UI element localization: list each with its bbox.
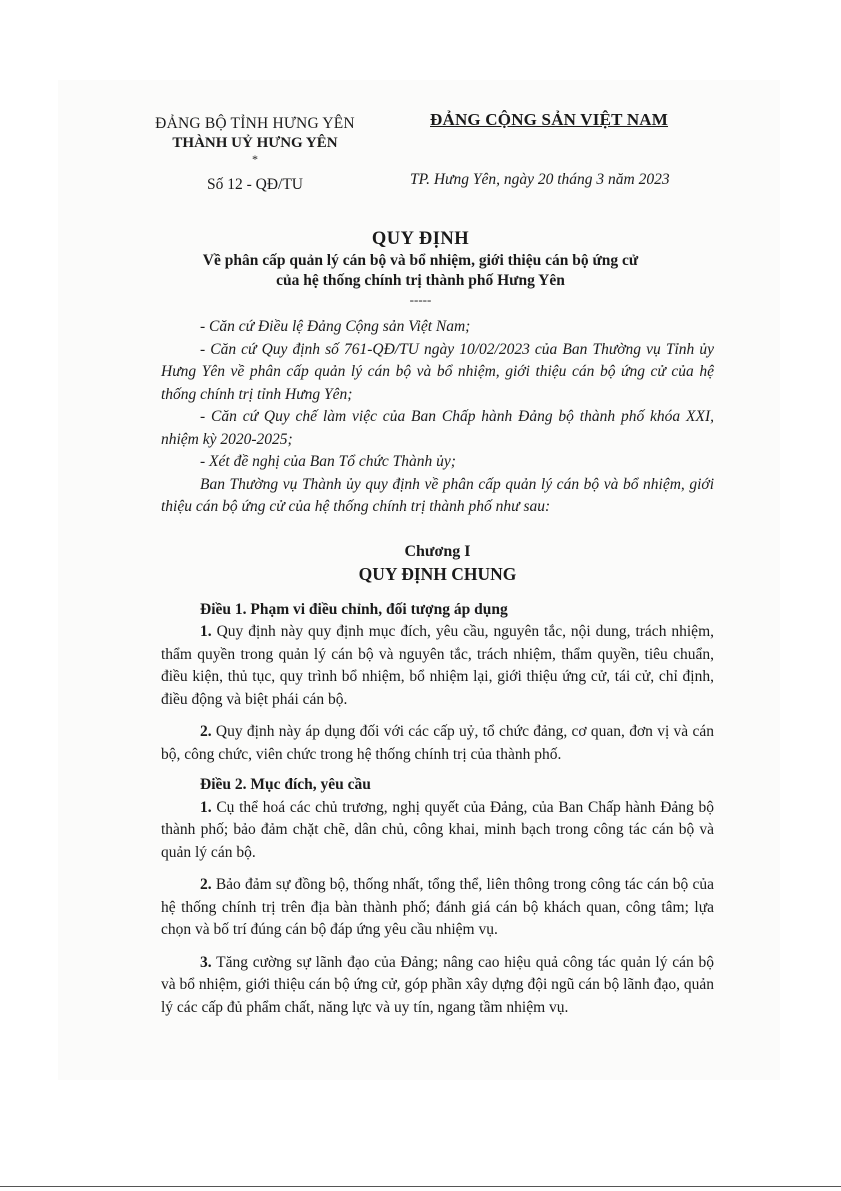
subtitle-line-2: của hệ thống chính trị thành phố Hưng Yên [276, 272, 565, 289]
title-separator: ----- [409, 292, 432, 307]
article-2-heading: Điều 2. Mục đích, yêu cầu [200, 776, 371, 793]
clause-number: 3. [200, 953, 212, 971]
article-1-heading: Điều 1. Phạm vi điều chỉnh, đối tượng áp dụng [200, 600, 508, 618]
document-number: Số 12 - QĐ/TU [206, 176, 303, 193]
document-body [161, 316, 714, 1019]
article-2-clause-3 [161, 952, 714, 1020]
preamble-item: - Căn cứ Quy định số 761-QĐ/TU ngày 10/02/2023 của Ban Thường vụ Tỉnh ủy Hưng Yên về phân cấp quản lý cán bộ và bổ nhiệm, giới thiệu cán bộ ứng cử của hệ thống chính trị tỉnh Hưng Yên; [161, 340, 714, 403]
clause-text: Quy định này áp dụng đối với các cấp uỷ, tổ chức đảng, cơ quan, đơn vị và cán bộ, công chức, viên chức trong hệ thống chính trị của thành phố. [161, 723, 714, 763]
article-2-clause-1 [161, 797, 714, 865]
clause-text: Quy định này quy định mục đích, yêu cầu, nguyên tắc, nội dung, trách nhiệm, thẩm quyền trong quản lý cán bộ và nguyên tắc, trách nhiệm, thẩm quyền, tiêu chuẩn, điều kiện, thủ tục, quy trình bổ nhiệm, bổ nhiệm lại, giới thiệu ứng cử, tái cử, chỉ định, điều động và biệt phái cán bộ. [161, 623, 714, 708]
article-1-clause-1 [161, 621, 714, 711]
clause-text: Tăng cường sự lãnh đạo của Đảng; nâng cao hiệu quả công tác quản lý cán bộ và bổ nhiệm, giới thiệu cán bộ ứng cử, góp phần xây dựng đội ngũ cán bộ lãnh đạo, quản lý các cấp đủ phẩm chất, năng lực và uy tín, ngang tầm nhiệm vụ. [161, 953, 714, 1016]
document-date: TP. Hưng Yên, ngày 20 tháng 3 năm 2023 [410, 171, 670, 188]
chapter-label: Chương I [404, 542, 471, 560]
preamble-item: - Căn cứ Điều lệ Đảng Cộng sản Việt Nam; [200, 318, 471, 335]
clause-number: 2. [200, 723, 212, 740]
clause-number: 1. [200, 798, 212, 816]
chapter-title: QUY ĐỊNH CHUNG [358, 563, 517, 584]
clause-text: Bảo đảm sự đồng bộ, thống nhất, tổng thể, liên thông trong công tác cán bộ của hệ thống chính trị trên địa bàn thành phố; đánh giá cán bộ khách quan, công tâm; lựa chọn và bố trí đúng cán bộ đáp ứng yêu cầu nhiệm vụ. [161, 876, 714, 938]
subtitle-line-1: Về phân cấp quản lý cán bộ và bổ nhiệm, giới thiệu cán bộ ứng cử [202, 252, 639, 269]
article-2-clause-2 [161, 874, 714, 942]
page-bottom-border [0, 1186, 841, 1187]
party-name-heading: ĐẢNG CỘNG SẢN VIỆT NAM [430, 110, 669, 129]
star-mark: * [252, 152, 258, 166]
document-title: QUY ĐỊNH [371, 229, 470, 249]
clause-number: 2. [200, 876, 212, 893]
preamble-item: - Xét đề nghị của Ban Tổ chức Thành ủy; [200, 453, 456, 470]
city-party-committee: THÀNH UỶ HƯNG YÊN [172, 135, 338, 151]
issuing-authority-block [130, 114, 380, 196]
clause-text: Cụ thể hoá các chủ trương, nghị quyết của Đảng, của Ban Chấp hành Đảng bộ thành phố; bảo đảm chặt chẽ, dân chủ, công khai, minh bạch trong công tác cán bộ và quản lý cán bộ. [161, 798, 714, 861]
preamble-item: - Căn cứ Quy chế làm việc của Ban Chấp hành Đảng bộ thành phố khóa XXI, nhiệm kỳ 2020-2025; [161, 408, 714, 448]
clause-number: 1. [200, 623, 212, 640]
preamble-enacting-clause: Ban Thường vụ Thành ủy quy định về phân cấp quản lý cán bộ và bổ nhiệm, giới thiệu cán bộ ứng cử của hệ thống chính trị thành phố như sau: [161, 475, 714, 515]
article-1-clause-2 [161, 721, 714, 766]
provincial-party-committee: ĐẢNG BỘ TỈNH HƯNG YÊN [155, 115, 355, 132]
document-subtitle [0, 251, 841, 291]
